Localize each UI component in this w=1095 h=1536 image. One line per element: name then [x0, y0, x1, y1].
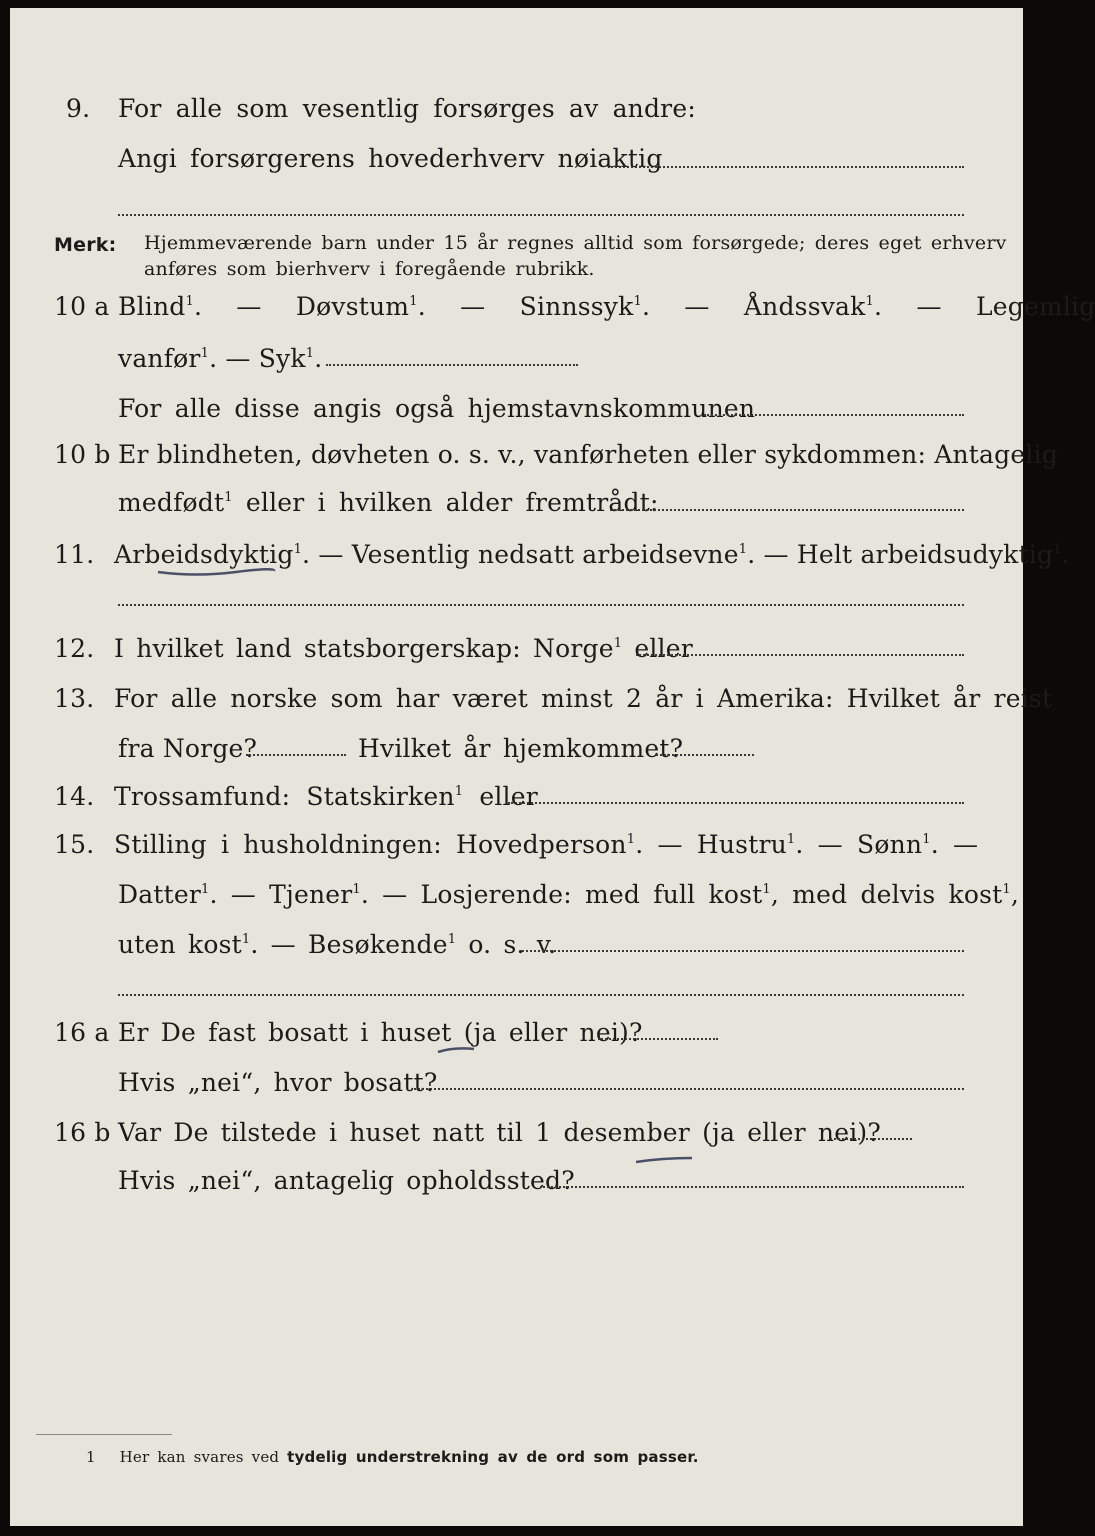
merk-text-2: anføres som bierhverv i foregående rubrikk. — [144, 258, 595, 280]
answer-line[interactable] — [610, 509, 964, 511]
item-16b-number: 16 b — [54, 1118, 111, 1147]
pencil-underline-mark — [634, 1154, 694, 1166]
item-16a-line1: Er De fast bosatt i huset (ja eller nei)? — [118, 1018, 643, 1047]
answer-line[interactable] — [636, 654, 964, 656]
answer-line[interactable] — [508, 802, 964, 804]
item-13-number: 13. — [54, 684, 95, 713]
answer-line[interactable] — [656, 754, 754, 756]
item-10a-line3: For alle disse angis også hjemstavnskommunen — [118, 394, 756, 423]
answer-line[interactable] — [414, 1088, 964, 1090]
item-15-line3: uten kost$^1$. — Besøkende$^1$ o. s. v. — [118, 930, 557, 959]
item-16a-number: 16 a — [54, 1018, 110, 1047]
answer-line[interactable] — [118, 214, 964, 216]
census-form-page — [10, 8, 1095, 1526]
item-12-number: 12. — [54, 634, 95, 663]
item-13-line2b: Hvilket år hjemkommet? — [358, 734, 684, 763]
answer-line[interactable] — [246, 754, 346, 756]
answer-line[interactable] — [598, 1038, 718, 1040]
item-10a-line2: vanfør$^1$. — Syk$^1$. — [118, 344, 323, 373]
item-13-line1: For alle norske som har været minst 2 år i Amerika: Hvilket år reist — [114, 684, 1053, 713]
answer-line[interactable] — [540, 1186, 964, 1188]
item-11-text: Arbeidsdyktig$^1$. — Vesentlig nedsatt arbeidsevne$^1$. — Helt arbeidsudyktig$^1$. — [114, 540, 1070, 569]
item-14-number: 14. — [54, 782, 95, 811]
item-10b-line2: medfødt$^1$ eller i hvilken alder fremtrådt: — [118, 488, 659, 517]
item-16b-line1: Var De tilstede i huset natt til 1 desember (ja eller nei)? — [118, 1118, 881, 1147]
pencil-underline-mark — [436, 1044, 476, 1056]
answer-line[interactable] — [118, 604, 964, 606]
item-9-text: For alle som vesentlig forsørges av andre: — [118, 94, 696, 123]
item-9-number: 9. — [66, 94, 91, 123]
item-9-line2: Angi forsørgerens hovederhverv nøiaktig — [118, 144, 663, 173]
answer-line[interactable] — [608, 166, 964, 168]
merk-label: Merk: — [54, 234, 117, 256]
item-10b-line1: Er blindheten, døvheten o. s. v., vanførheten eller sykdommen: Antagelig — [118, 440, 1058, 469]
item-16b-line2: Hvis „nei“, antagelig opholdssted? — [118, 1166, 575, 1195]
item-11-number: 11. — [54, 540, 95, 569]
footnote: 1 Her kan svares ved tydelig understrekning av de ord som passer. — [86, 1448, 699, 1466]
item-14-text: Trossamfund: Statskirken$^1$ eller — [114, 782, 538, 811]
pencil-underline-mark — [156, 566, 276, 578]
item-15-number: 15. — [54, 830, 95, 859]
item-12-text: I hvilket land statsborgerskap: Norge$^1$ eller — [114, 634, 693, 663]
item-15-line2: Datter$^1$. — Tjener$^1$. — Losjerende: med full kost$^1$, med delvis kost$^1$, — [118, 880, 1020, 909]
answer-line[interactable] — [522, 950, 964, 952]
item-10a-number: 10 a — [54, 292, 110, 321]
answer-line[interactable] — [704, 414, 964, 416]
item-16a-line2: Hvis „nei“, hvor bosatt? — [118, 1068, 438, 1097]
item-10a-line1: Blind$^1$. — Døvstum$^1$. — Sinnssyk$^1$. — Åndssvak$^1$. — Legemlig — [118, 292, 1095, 321]
answer-line[interactable] — [118, 994, 964, 996]
item-13-line2a: fra Norge? — [118, 734, 258, 763]
item-15-line1: Stilling i husholdningen: Hovedperson$^1$. — Hustru$^1$. — Sønn$^1$. — — [114, 830, 979, 859]
answer-line[interactable] — [830, 1138, 912, 1140]
answer-line[interactable] — [326, 364, 578, 366]
item-10b-number: 10 b — [54, 440, 111, 469]
footnote-divider — [36, 1434, 172, 1435]
merk-text-1: Hjemmeværende barn under 15 år regnes alltid som forsørgede; deres eget erhverv — [144, 232, 1007, 254]
